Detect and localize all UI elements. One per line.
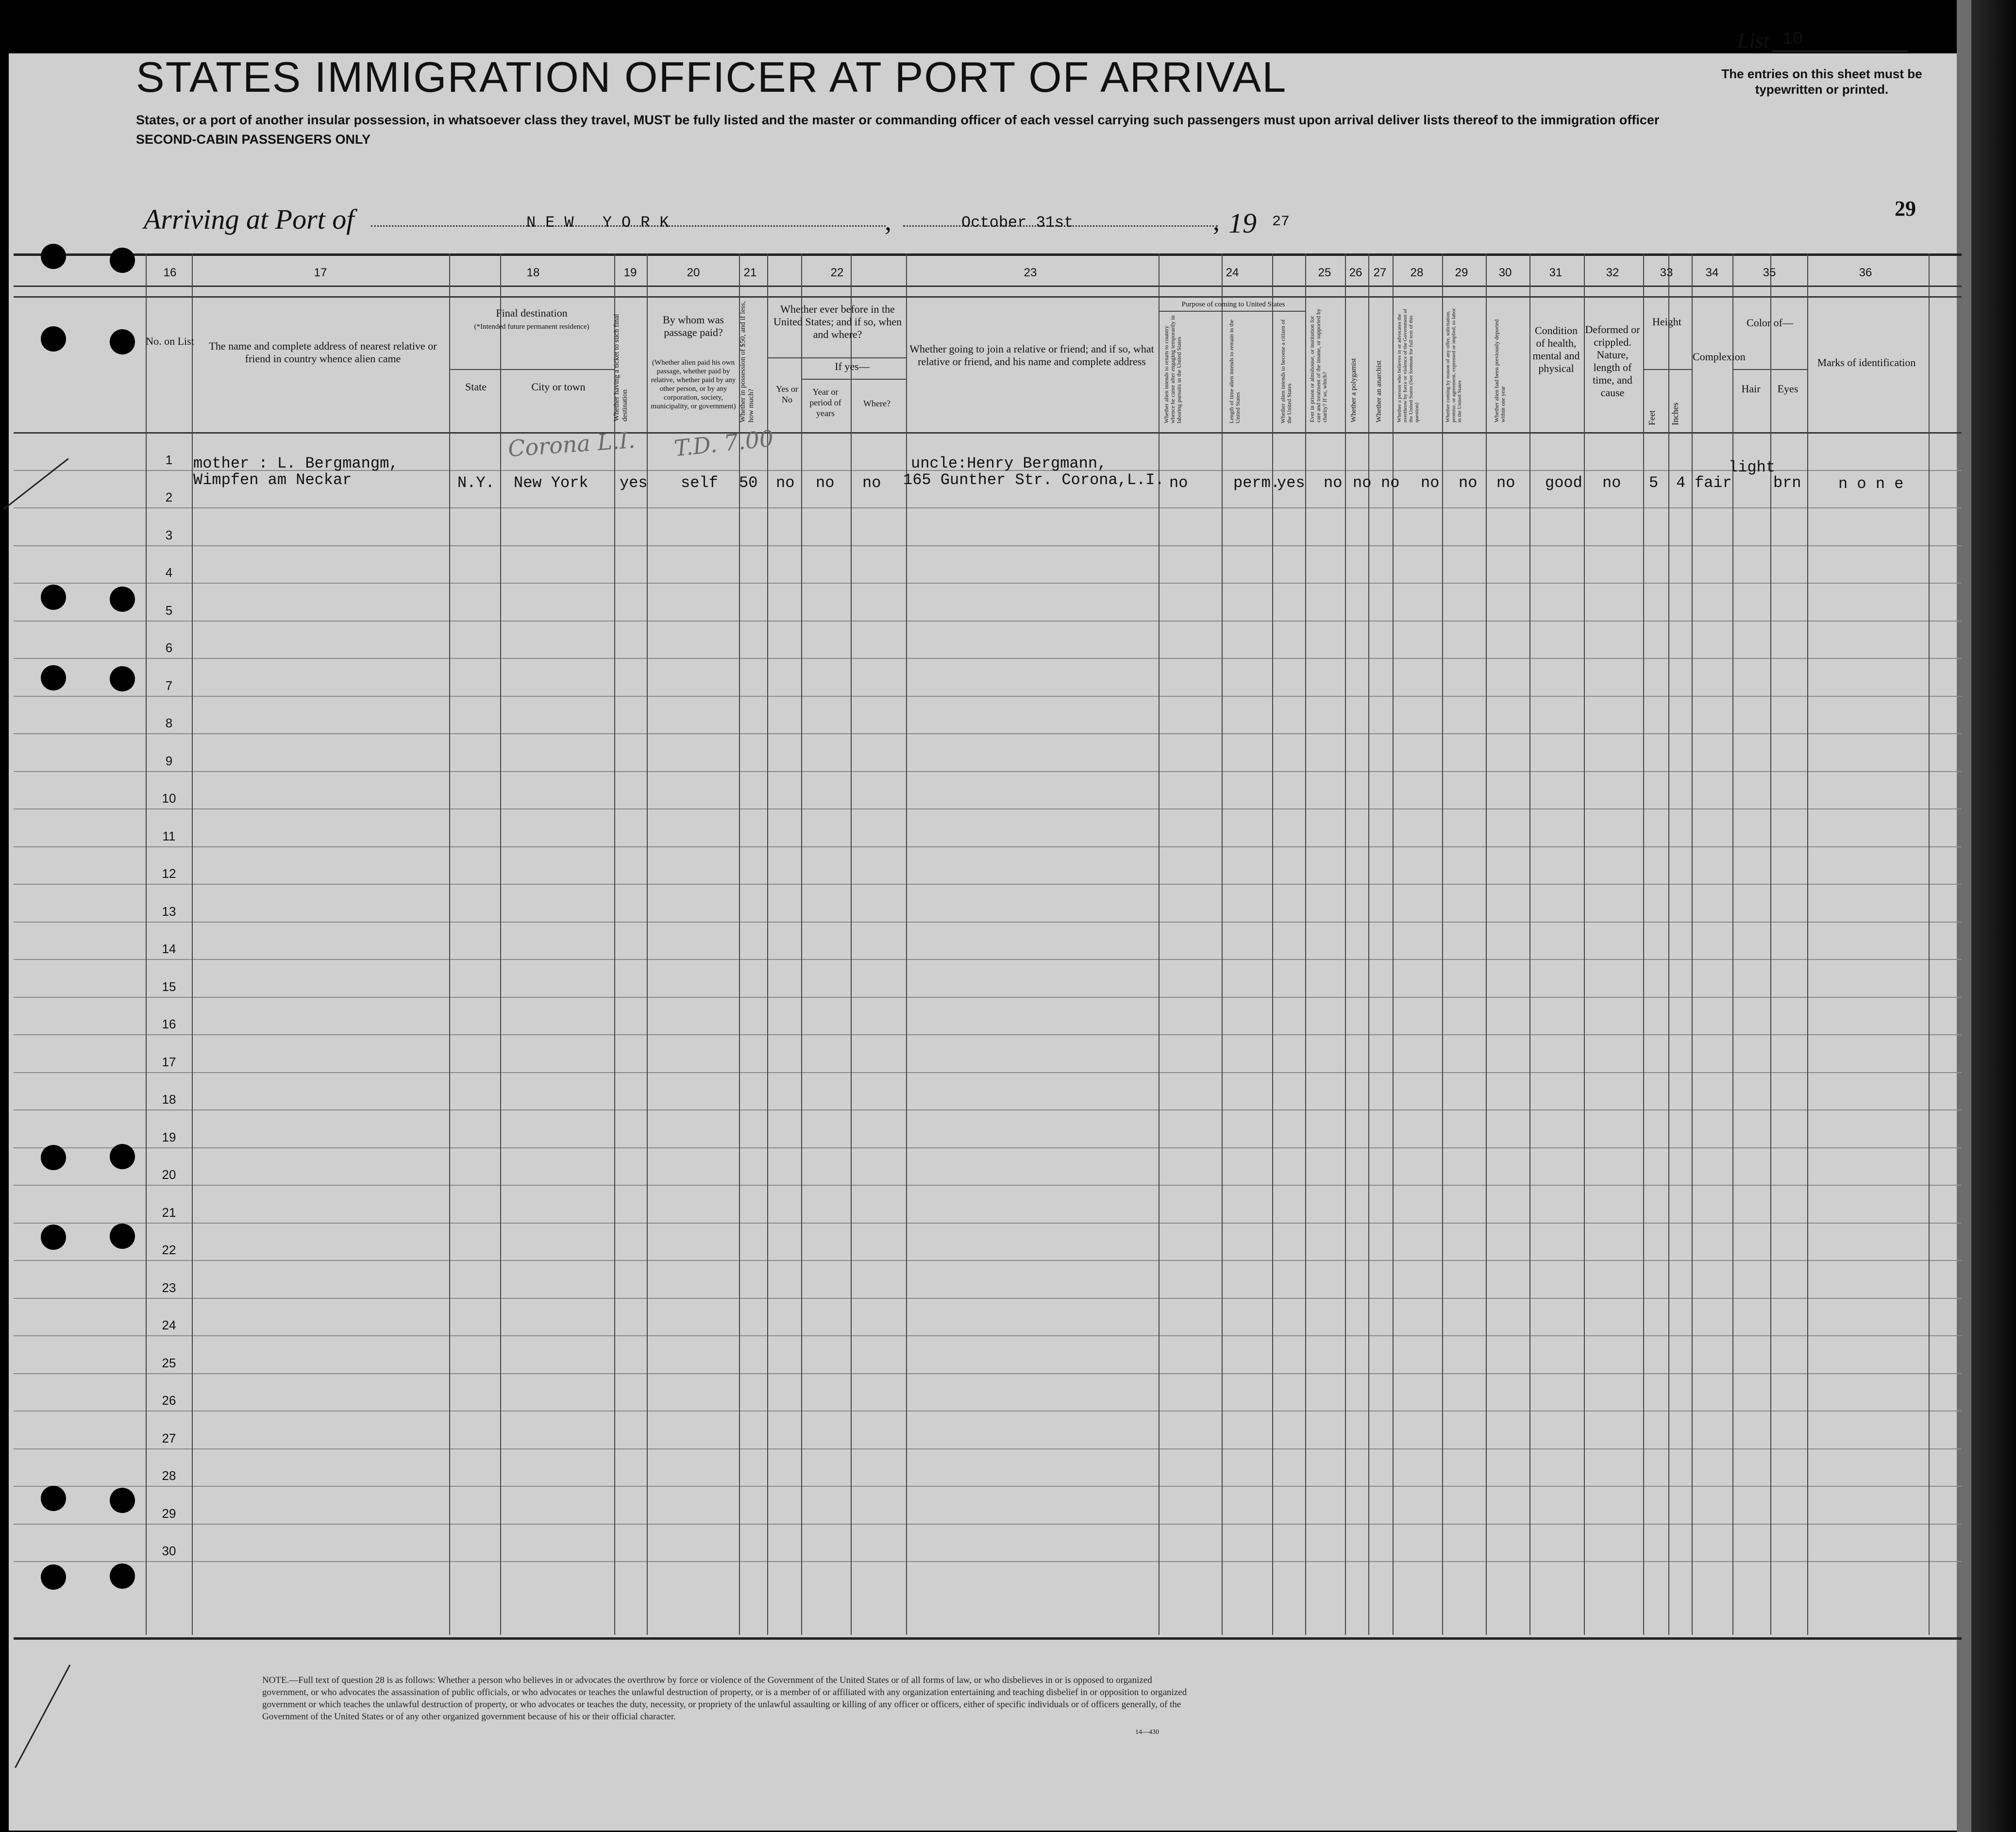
column-divider [1807,253,1808,1635]
col-num-26: 26 [1349,266,1362,279]
column-divider [1929,253,1930,1635]
row-divider [14,1448,1962,1449]
subheader-divider [449,369,614,370]
row-divider [14,1561,1962,1562]
row-divider [14,1185,1962,1186]
list-number: 10 [1772,29,1908,52]
header-purpose-return: Whether alien intends to return to country whence he came after engaging temporarily in laboring pursuits in the United States [1163,315,1182,423]
row-number: 25 [162,1355,176,1370]
entry-inches: 4 [1676,474,1686,492]
row-number: 6 [165,640,173,655]
col-num-28: 28 [1410,266,1424,279]
header-q30: Whether alien had been previously deported within one year [1493,319,1506,422]
entry-length-stay: perm. [1233,474,1280,492]
binder-hole [41,326,66,352]
header-final-destination: Final destination [496,307,568,319]
row-number: 16 [162,1017,176,1031]
entry-feet: 5 [1649,474,1659,492]
header-state: State [465,381,487,393]
entry-hair: light [1729,458,1776,476]
col-num-32: 32 [1606,266,1619,279]
binder-hole [41,1145,66,1170]
row-number: 3 [165,527,173,542]
header-marks: Marks of identification [1817,356,1916,369]
header-before-in-us: Whether ever before in the United States; and if so, when and where? [773,303,902,340]
column-divider [614,253,615,1635]
row-divider [14,1335,1962,1336]
row-number: 19 [162,1129,176,1144]
header-joining: Whether going to join a relative or friend; and if so, what relative or friend, and his name and complete address [909,343,1154,368]
col-num-25: 25 [1318,266,1331,279]
binder-hole [110,1563,135,1589]
entry-state: N.Y. [457,474,495,492]
row-number: 27 [162,1430,176,1445]
header-top-divider [14,296,1962,298]
row-divider [14,545,1962,546]
column-number-row-divider [14,286,1962,287]
handwritten-money-note: T.D. 7.00 [672,425,775,462]
row-divider [14,959,1962,960]
row-number: 10 [162,791,176,806]
binder-hole [110,666,135,691]
col-num-16: 16 [163,266,177,279]
column-divider [1584,253,1585,1635]
header-period: Year or period of years [809,387,841,418]
page-title: STATES IMMIGRATION OFFICER AT PORT OF ARRIVAL [136,53,1287,101]
column-divider [906,253,907,1635]
col-num-30: 30 [1498,266,1512,279]
entry-q30: no [1496,474,1515,492]
row-divider [14,621,1962,622]
col-num-29: 29 [1455,266,1468,279]
row-number: 29 [162,1506,176,1521]
binder-hole [110,248,135,273]
row-divider [14,733,1962,734]
column-divider [767,253,768,1635]
row-divider [14,1298,1962,1299]
header-if-yes: If yes— [835,360,870,372]
entry-complexion: fair [1695,474,1732,492]
header-deformed: Deformed or crippled. Nature, length of time, and cause [1585,323,1640,399]
row-divider [14,507,1962,508]
row-number: 8 [165,716,173,730]
page-number: 29 [1895,197,1916,220]
column-divider [1272,253,1273,1635]
header-height: Height [1652,316,1681,328]
header-color-of: Color of— [1747,317,1793,329]
row-number: 15 [162,979,176,994]
col-num-18: 18 [526,266,540,279]
col-num-35: 35 [1763,266,1776,279]
row-number: 17 [162,1054,176,1069]
header-polygamist: Whether a polygamist [1350,358,1358,422]
row-number: 7 [165,678,173,693]
entry-health: good [1545,474,1582,492]
entry-joining-line2: 165 Gunther Str. Corona,L.I. [903,471,1164,489]
binder-hole [110,329,135,354]
column-divider [1668,253,1669,1635]
year-prefix: 19 [1228,207,1257,239]
entry-return-intent: no [1169,474,1188,492]
header-feet: Feet [1647,410,1657,425]
header-prison: Ever in prison or almshouse, or institution for care and treatment of the insane, or supported by charity? If so, which? [1309,308,1328,422]
header-money: Whether in possession of $50, and if less, how much? [739,301,755,422]
arriving-label: Arriving at Port of [144,203,354,235]
header-complexion: Complexion [1693,351,1746,363]
port-value: NEW YORK [526,214,679,232]
entry-citizen: yes [1277,474,1305,492]
row-number: 11 [162,828,176,843]
row-divider [14,884,1962,885]
row-divider [14,583,1962,584]
binder-hole [110,1488,135,1513]
binder-hole [41,244,66,269]
entry-q29: no [1459,474,1478,492]
subheader-divider [1159,311,1305,312]
header-bottom-divider [14,432,1962,434]
row-divider [14,696,1962,697]
subheader-divider [767,357,906,358]
row-number: 20 [162,1167,176,1182]
entry-joining-line1: uncle:Henry Bergmann, [911,454,1107,472]
row-number: 14 [162,941,176,956]
binder-hole [110,587,135,612]
column-divider [1345,253,1346,1635]
column-divider [146,253,147,1635]
column-divider [192,253,193,1635]
row-number: 5 [165,603,173,618]
header-nearest-relative: The name and complete address of nearest relative or friend in country whence alien came [209,340,437,365]
col-num-27: 27 [1373,266,1387,279]
column-divider [500,253,501,1635]
column-divider [851,253,852,1635]
header-yes-or-no: Yes or No [776,384,798,404]
header-purpose: Purpose of coming to United States [1181,301,1285,308]
column-divider [1222,253,1223,1635]
col-num-33: 33 [1660,266,1673,279]
binder-hole [41,1225,66,1250]
page-edge [1971,0,2016,1832]
entry-relative-line1: mother : L. Bergmangm, [193,454,399,472]
entry-before-where: no [862,474,881,492]
row-divider [14,1147,1962,1148]
header-anarchist: Whether an anarchist [1375,360,1383,422]
row-divider [14,1411,1962,1412]
entry-deformed: no [1602,474,1621,492]
column-divider [647,253,648,1635]
header-where: Where? [863,399,890,408]
column-divider [1305,253,1306,1635]
row-number: 4 [165,565,173,580]
column-divider [801,253,802,1635]
binder-hole [41,665,66,690]
row-number: 12 [162,866,176,881]
entry-q28: no [1421,474,1440,492]
row-number: 30 [162,1544,176,1558]
binder-hole [110,1144,135,1169]
header-health: Condition of health, mental and physical [1532,324,1580,374]
header-q29: Whether coming by reason of any offer, solicitation, promise, or agreement, expressed or implied, to labor in the United States [1445,308,1462,422]
col-num-22: 22 [830,266,844,279]
col-num-23: 23 [1024,266,1037,279]
header-no-on-list: No. on List [146,335,194,347]
col-num-19: 19 [623,266,637,279]
row-divider [14,658,1962,659]
column-divider [1692,253,1693,1635]
entry-prison: no [1324,474,1343,492]
form-number: 14—430 [1135,1729,1159,1736]
column-divider [1643,253,1644,1635]
col-num-31: 31 [1549,266,1562,279]
header-purpose-citizen: Whether alien intends to become a citizen of the United States [1279,319,1293,423]
row-number: 13 [162,904,176,919]
row-number: 26 [162,1393,176,1408]
subheader-divider [801,379,906,380]
row-divider [14,1109,1962,1110]
subheader-divider [1643,369,1692,370]
entry-anarchist: no [1381,474,1400,492]
header-eyes: Eyes [1777,383,1798,395]
header-hair: Hair [1741,383,1761,395]
header-final-destination-note: (*Intended future permanent residence) [474,323,589,331]
row-number: 24 [162,1318,176,1332]
row-number: 22 [162,1243,176,1257]
entry-city: New York [514,474,588,492]
row-number: 2 [165,490,173,504]
row-divider [14,1072,1962,1073]
passenger-class: SECOND-CABIN PASSENGERS ONLY [136,132,371,147]
header-ticket: Whether having a ticket to such final destination [613,314,629,421]
header-purpose-length: Length of time alien intends to remain in the United States [1228,319,1241,423]
row-number: 28 [162,1468,176,1483]
year-suffix: 27 [1272,214,1290,230]
row-divider [14,1034,1962,1035]
column-divider [1442,253,1443,1635]
row-number: 18 [162,1092,176,1107]
header-q28: Whether a person who believes in or advocates the overthrow by force or violence of the Government of the United States (See footnote for full text of this question) [1396,309,1420,422]
arrival-date: October 31st [961,214,1074,232]
row-divider [14,1260,1962,1261]
column-divider [1486,253,1487,1635]
entry-marks: n o n e [1838,475,1904,493]
row-divider [14,846,1962,847]
col-num-24: 24 [1226,266,1239,279]
row-number: 23 [162,1280,176,1295]
entry-eyes: brn [1773,474,1801,492]
footnote: NOTE.—Full text of question 28 is as follows: Whether a person who believes in or advocates the overthrow by force or violence of the Government of the United States or of all forms of law, or who disbelieves in or is opposed to organized government, or who advocates the assassination of public officials, or who advocates or teaches the unlawful destruction of property, or is a member of or affiliated with any organization entertaining and teaching disbelief in or opposition to organized government or which teaches the unlawful destruction of property, or who advocates or teaches the duty, necessity, or propriety of the unlawful assaulting or killing of any officer or officers, either of specific individuals or of officers generally, of the Government of the United States or of any other organized government because of his or their official character. [262,1675,1187,1722]
row-divider [14,1486,1962,1487]
col-num-21: 21 [743,266,757,279]
subtitle: States, or a port of another insular possession, in whatsoever class they travel, MUST be fully listed and the master or commanding officer of each vessel carrying such passengers must upon arrival deliver lists thereof to the immigration officer [136,113,1660,127]
binder-hole [41,1564,66,1590]
column-divider [449,253,450,1635]
entry-relative-line2: Wimpfen am Neckar [193,471,352,489]
subheader-divider [1732,369,1807,370]
column-divider [1529,253,1530,1635]
header-inches: Inches [1670,403,1680,425]
col-num-17: 17 [314,266,327,279]
row-divider [14,922,1962,923]
col-num-36: 36 [1859,266,1872,279]
binder-hole [41,585,66,610]
entry-paid-by: self [681,474,718,492]
entry-ticket: yes [620,474,648,492]
header-city: City or town [531,381,586,393]
row-number: 1 [165,452,173,467]
entries-note: The entries on this sheet must be typewritten or printed. [1721,67,1922,97]
header-passage-paid-note: (Whether alien paid his own passage, whether paid by relative, whether paid by any other person, or by any corporation, society, municipality, or government) [651,359,736,410]
row-divider [14,997,1962,998]
col-num-20: 20 [687,266,700,279]
row-number: 9 [165,753,173,768]
header-passage-paid: By whom was passage paid? [663,314,724,338]
column-divider [1368,253,1369,1635]
list-label: List [1737,29,1770,52]
handwritten-city-note: Corona L.I. [507,426,636,462]
binder-hole [110,1224,135,1249]
row-divider [14,1524,1962,1525]
row-number: 21 [162,1205,176,1220]
row-divider [14,1223,1962,1224]
entry-money: 50 [739,474,758,492]
entry-polygamist: no [1353,474,1372,492]
row-divider [14,1373,1962,1374]
binder-hole [41,1486,66,1511]
entry-before-yes-no: no [776,474,795,492]
row-divider [14,771,1962,772]
row-divider [14,808,1962,809]
entry-before-period: no [816,474,835,492]
col-num-34: 34 [1705,266,1719,279]
column-divider [1393,253,1394,1635]
column-divider [739,253,740,1635]
